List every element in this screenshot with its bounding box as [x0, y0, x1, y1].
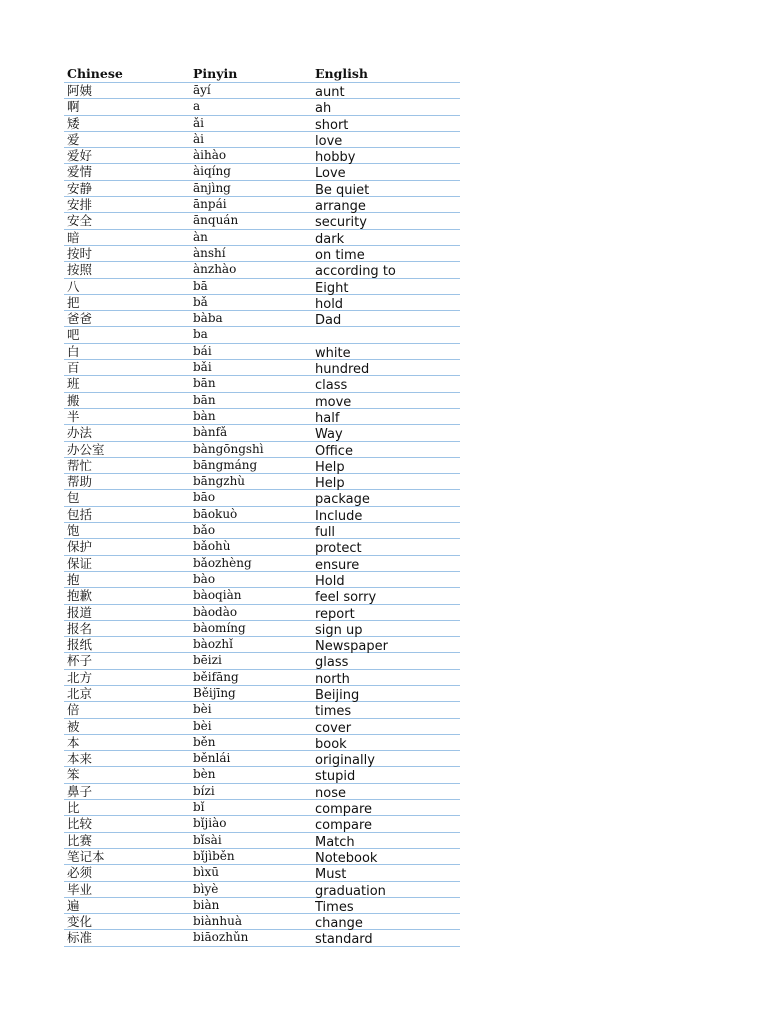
cell-pinyin: bān	[193, 376, 216, 391]
table-row	[64, 898, 460, 914]
cell-english: Help	[315, 476, 345, 491]
table-row	[64, 116, 460, 132]
cell-chinese: 倍	[67, 702, 80, 718]
cell-english: according to	[315, 264, 396, 279]
cell-pinyin: bànfǎ	[193, 425, 228, 440]
cell-pinyin: bízi	[193, 783, 215, 798]
cell-pinyin: ài	[193, 131, 204, 146]
cell-english: cover	[315, 720, 352, 735]
cell-pinyin: bàomíng	[193, 620, 246, 635]
cell-pinyin: àn	[193, 229, 208, 244]
table-row	[64, 409, 460, 425]
cell-pinyin: běnlái	[193, 751, 231, 766]
cell-english: Must	[315, 867, 347, 882]
cell-pinyin: bǐjiào	[193, 816, 227, 831]
table-row	[64, 474, 460, 490]
cell-english: Notebook	[315, 850, 378, 865]
cell-english: hundred	[315, 362, 370, 377]
cell-english: sign up	[315, 622, 363, 637]
cell-chinese: 杯子	[67, 653, 93, 669]
cell-pinyin: biāozhǔn	[193, 930, 249, 945]
header-english: English	[315, 66, 368, 81]
cell-chinese: 标准	[67, 930, 93, 946]
cell-english: Include	[315, 508, 363, 523]
cell-chinese: 白	[67, 343, 80, 359]
table-row	[64, 164, 460, 180]
cell-chinese: 阿姨	[67, 83, 93, 98]
cell-chinese: 安排	[67, 197, 93, 213]
cell-english: compare	[315, 802, 373, 817]
cell-pinyin: bàozhǐ	[193, 637, 233, 652]
cell-english: glass	[315, 655, 349, 670]
cell-english: compare	[315, 818, 373, 833]
table-row	[64, 882, 460, 898]
cell-chinese: 包	[67, 490, 80, 506]
cell-chinese: 包括	[67, 506, 93, 522]
table-row	[64, 751, 460, 767]
table-row	[64, 914, 460, 930]
cell-pinyin: bǐsài	[193, 832, 222, 847]
cell-english: report	[315, 606, 355, 621]
cell-pinyin: biànhuà	[193, 914, 243, 929]
table-row	[64, 621, 460, 637]
cell-chinese: 被	[67, 718, 80, 734]
table-row	[64, 686, 460, 702]
table-row	[64, 213, 460, 229]
cell-chinese: 饱	[67, 523, 80, 539]
header-pinyin: Pinyin	[193, 66, 238, 81]
cell-english: Times	[315, 899, 354, 914]
table-row	[64, 344, 460, 360]
cell-pinyin: bǎi	[193, 360, 212, 375]
table-row	[64, 507, 460, 523]
cell-pinyin: bā	[193, 278, 208, 293]
cell-english: ah	[315, 101, 332, 116]
cell-english: Be quiet	[315, 182, 370, 197]
cell-english: Love	[315, 166, 346, 181]
cell-chinese: 帮忙	[67, 457, 93, 473]
cell-chinese: 遍	[67, 897, 80, 913]
cell-pinyin: bǎohù	[193, 539, 231, 554]
cell-chinese: 爱好	[67, 148, 93, 164]
cell-chinese: 保护	[67, 539, 93, 555]
cell-pinyin: ānpái	[193, 197, 227, 212]
cell-chinese: 安静	[67, 180, 93, 196]
cell-chinese: 北京	[67, 685, 93, 701]
cell-chinese: 爸爸	[67, 311, 93, 327]
cell-chinese: 报名	[67, 620, 93, 636]
cell-chinese: 报道	[67, 604, 93, 620]
table-body	[64, 83, 460, 947]
cell-english	[315, 327, 460, 343]
cell-pinyin: bǎ	[193, 294, 208, 309]
cell-chinese: 变化	[67, 914, 93, 930]
cell-pinyin: ānjìng	[193, 180, 231, 195]
cell-pinyin: bēizi	[193, 653, 222, 668]
cell-english: arrange	[315, 199, 366, 214]
cell-chinese: 搬	[67, 392, 80, 408]
cell-pinyin: ànshí	[193, 245, 226, 260]
cell-chinese: 八	[67, 278, 80, 294]
cell-english: Beijing	[315, 687, 360, 702]
table-row	[64, 295, 460, 311]
table-row	[64, 327, 460, 343]
header-chinese: Chinese	[67, 66, 123, 81]
cell-english: change	[315, 916, 363, 931]
cell-english: Help	[315, 459, 345, 474]
table-row	[64, 784, 460, 800]
cell-chinese: 笨	[67, 767, 80, 783]
table-row	[64, 458, 460, 474]
table-row	[64, 605, 460, 621]
table-row	[64, 523, 460, 539]
table-row	[64, 442, 460, 458]
cell-pinyin: bān	[193, 392, 216, 407]
table-row	[64, 849, 460, 865]
table-row	[64, 816, 460, 832]
cell-pinyin: bàngōngshì	[193, 441, 264, 456]
cell-pinyin: bèn	[193, 767, 216, 782]
cell-english: class	[315, 378, 348, 393]
cell-pinyin: běifāng	[193, 669, 239, 684]
cell-pinyin: bàoqiàn	[193, 588, 242, 603]
cell-chinese: 啊	[67, 99, 80, 115]
table-row	[64, 865, 460, 881]
cell-english: move	[315, 394, 352, 409]
cell-chinese: 比	[67, 800, 80, 816]
cell-chinese: 矮	[67, 115, 80, 131]
table-row	[64, 588, 460, 604]
cell-english: white	[315, 345, 351, 360]
cell-pinyin: bāo	[193, 490, 216, 505]
cell-english: ensure	[315, 557, 360, 572]
cell-english: feel sorry	[315, 590, 377, 605]
cell-english: Way	[315, 427, 343, 442]
cell-pinyin: a	[193, 99, 201, 114]
cell-pinyin: bàodào	[193, 604, 238, 619]
cell-english: security	[315, 215, 367, 230]
cell-english: Match	[315, 834, 355, 849]
cell-english: book	[315, 736, 347, 751]
table-row	[64, 930, 460, 946]
cell-pinyin: bìyè	[193, 881, 219, 896]
table-row	[64, 246, 460, 262]
cell-english: Dad	[315, 313, 342, 328]
cell-english: short	[315, 117, 349, 132]
cell-english: package	[315, 492, 370, 507]
cell-chinese: 笔记本	[67, 848, 105, 864]
table-row	[64, 393, 460, 409]
table-row	[64, 132, 460, 148]
table-row	[64, 376, 460, 392]
cell-pinyin: bāngmáng	[193, 457, 258, 472]
table-row	[64, 230, 460, 246]
cell-chinese: 必须	[67, 865, 93, 881]
cell-english: Hold	[315, 573, 345, 588]
table-row	[64, 702, 460, 718]
cell-pinyin: Běijīng	[193, 685, 236, 700]
cell-pinyin: āyí	[193, 83, 211, 97]
table-row	[64, 572, 460, 588]
cell-chinese: 比较	[67, 816, 93, 832]
cell-pinyin: bái	[193, 343, 212, 358]
cell-pinyin: bǐjìběn	[193, 848, 235, 863]
vocabulary-table	[64, 66, 460, 947]
cell-chinese: 办公室	[67, 441, 105, 457]
cell-chinese: 抱	[67, 571, 80, 587]
cell-chinese: 暗	[67, 229, 80, 245]
cell-chinese: 比赛	[67, 832, 93, 848]
cell-english: aunt	[315, 85, 345, 99]
table-row	[64, 425, 460, 441]
cell-english: standard	[315, 932, 373, 947]
table-row	[64, 670, 460, 686]
cell-pinyin: ba	[193, 327, 208, 342]
cell-english: Newspaper	[315, 639, 388, 654]
cell-pinyin: ānquán	[193, 213, 239, 228]
cell-chinese: 抱歉	[67, 588, 93, 604]
cell-chinese: 毕业	[67, 881, 93, 897]
cell-chinese: 班	[67, 376, 80, 392]
table-row	[64, 197, 460, 213]
cell-chinese: 本来	[67, 751, 93, 767]
cell-english: nose	[315, 785, 346, 800]
cell-pinyin: biàn	[193, 897, 220, 912]
table-row	[64, 99, 460, 115]
cell-english: full	[315, 525, 336, 540]
cell-pinyin: bèi	[193, 702, 212, 717]
cell-english: half	[315, 410, 340, 425]
cell-pinyin: àiqíng	[193, 164, 231, 179]
table-header	[64, 66, 460, 83]
cell-english: times	[315, 704, 352, 719]
cell-english: on time	[315, 247, 365, 262]
cell-chinese: 半	[67, 408, 80, 424]
cell-english: graduation	[315, 883, 386, 898]
cell-pinyin: bāngzhù	[193, 474, 246, 489]
cell-pinyin: ǎi	[193, 115, 204, 130]
cell-chinese: 办法	[67, 425, 93, 441]
cell-chinese: 报纸	[67, 637, 93, 653]
cell-chinese: 吧	[67, 327, 80, 343]
table-row	[64, 148, 460, 164]
cell-chinese: 爱	[67, 131, 80, 147]
cell-pinyin: àihào	[193, 148, 227, 163]
cell-chinese: 把	[67, 294, 80, 310]
table-row	[64, 637, 460, 653]
table-row	[64, 490, 460, 506]
cell-english: originally	[315, 753, 375, 768]
cell-english: protect	[315, 541, 362, 556]
table-row	[64, 767, 460, 783]
table-row	[64, 279, 460, 295]
cell-chinese: 按时	[67, 245, 93, 261]
cell-pinyin: bìxū	[193, 865, 220, 880]
cell-chinese: 安全	[67, 213, 93, 229]
table-row	[64, 181, 460, 197]
table-row	[64, 311, 460, 327]
cell-chinese: 爱情	[67, 164, 93, 180]
cell-pinyin: ànzhào	[193, 262, 237, 277]
table-row	[64, 262, 460, 278]
table-row	[64, 719, 460, 735]
cell-pinyin: bàn	[193, 408, 216, 423]
table-row	[64, 653, 460, 669]
cell-pinyin: bǐ	[193, 800, 205, 815]
cell-english: hobby	[315, 150, 356, 165]
table-row	[64, 833, 460, 849]
cell-pinyin: bèi	[193, 718, 212, 733]
cell-english: Office	[315, 443, 353, 458]
cell-pinyin: bǎozhèng	[193, 555, 252, 570]
cell-pinyin: bāokuò	[193, 506, 238, 521]
cell-english: Eight	[315, 280, 349, 295]
cell-english: hold	[315, 296, 344, 311]
cell-pinyin: bàba	[193, 311, 223, 326]
cell-pinyin: bào	[193, 571, 216, 586]
cell-chinese: 鼻子	[67, 783, 93, 799]
cell-chinese: 本	[67, 734, 80, 750]
table-row	[64, 360, 460, 376]
cell-chinese: 北方	[67, 669, 93, 685]
cell-english: stupid	[315, 769, 356, 784]
table-row	[64, 556, 460, 572]
cell-english: love	[315, 133, 343, 148]
table-row	[64, 735, 460, 751]
cell-chinese: 按照	[67, 262, 93, 278]
cell-chinese: 百	[67, 360, 80, 376]
cell-chinese: 保证	[67, 555, 93, 571]
table-row	[64, 83, 460, 99]
table-row	[64, 539, 460, 555]
cell-english: north	[315, 671, 350, 686]
cell-english: dark	[315, 231, 345, 246]
cell-pinyin: běn	[193, 734, 216, 749]
table-row	[64, 800, 460, 816]
cell-chinese: 帮助	[67, 474, 93, 490]
cell-pinyin: bǎo	[193, 523, 216, 538]
